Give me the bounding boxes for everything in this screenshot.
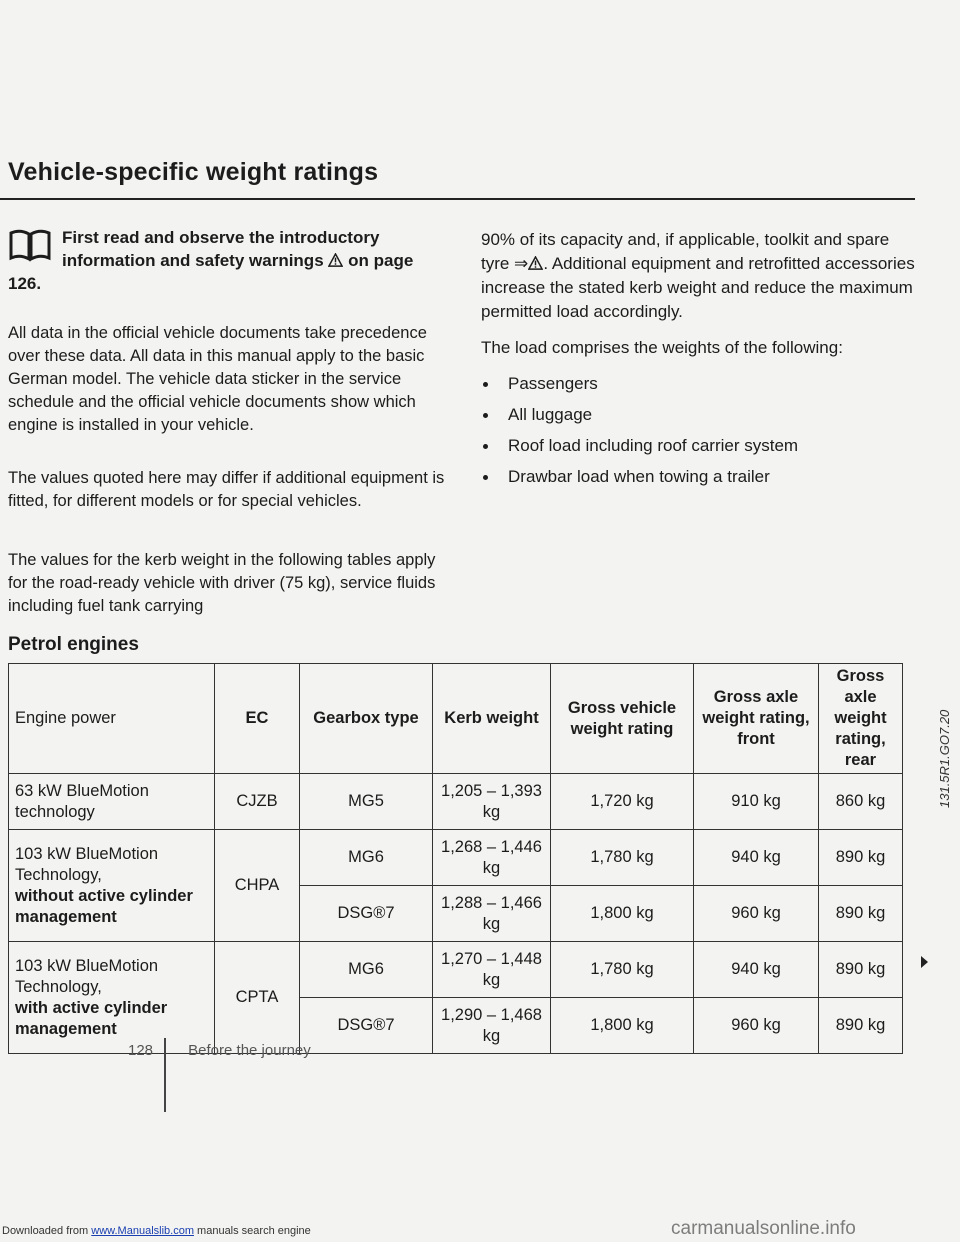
document-code: 131.5R1.GO7.20: [937, 709, 952, 808]
engine-name: 103 kW BlueMotion Technology,: [15, 956, 159, 996]
front-axle-cell: 960 kg: [694, 998, 819, 1054]
download-suffix: manuals search engine: [197, 1225, 311, 1237]
header-gearbox: Gearbox type: [300, 664, 433, 774]
paragraph-precedence: All data in the official vehicle documents take precedence over these data. All data in this manual apply to the basic German model. The vehicle data sticker in the service schedule and the official vehicle documents show which engine is installed in your vehicle.: [8, 324, 427, 434]
rear-axle-cell: 860 kg: [819, 774, 903, 830]
page-number: 128: [128, 1042, 154, 1059]
note-page-link[interactable]: on page 126.: [8, 251, 414, 293]
capacity-text-end: . Additional equipment and retrofitted accessories increase the stated kerb weight and reduce the maximum permitted load accordingly.: [481, 254, 915, 321]
list-item: Roof load including roof carrier system: [481, 434, 916, 458]
gross-cell: 1,800 kg: [551, 998, 694, 1054]
engine-cell: [9, 774, 215, 830]
gearbox-cell: MG5: [300, 774, 433, 830]
header-kerb-weight: Kerb weight: [433, 664, 551, 774]
footer-section-name: Before the journey: [188, 1042, 311, 1059]
page-footer: [128, 1042, 311, 1059]
table-row: [9, 774, 903, 830]
kerb-cell: 1,205 – 1,393 kg: [433, 774, 551, 830]
engine-cell: [9, 942, 215, 1054]
rear-axle-cell: 890 kg: [819, 942, 903, 998]
paragraph-values-differ: The values quoted here may differ if additional equipment is fitted, for different models or for special vehicles.: [8, 469, 445, 510]
section-heading: Petrol engines: [8, 634, 139, 655]
capacity-paragraph: [481, 228, 916, 324]
table-row: [9, 942, 903, 998]
manualslib-link[interactable]: www.Manualslib.com: [91, 1225, 194, 1237]
kerb-cell: 1,288 – 1,466 kg: [433, 886, 551, 942]
gearbox-cell: DSG®7: [300, 998, 433, 1054]
site-watermark: carmanualsonline.info: [671, 1218, 856, 1239]
page-title: Vehicle-specific weight ratings: [8, 158, 379, 186]
footer-divider: [164, 1038, 166, 1112]
book-icon: [8, 228, 52, 264]
engine-cell: [9, 830, 215, 942]
warning-icon: [528, 256, 543, 270]
kerb-cell: 1,290 – 1,468 kg: [433, 998, 551, 1054]
continue-arrow-icon: [921, 956, 928, 968]
front-axle-cell: 940 kg: [694, 942, 819, 998]
rear-axle-cell: 890 kg: [819, 886, 903, 942]
front-axle-cell: 940 kg: [694, 830, 819, 886]
gearbox-cell: MG6: [300, 942, 433, 998]
gross-cell: 1,780 kg: [551, 942, 694, 998]
ec-cell: CJZB: [215, 774, 300, 830]
ec-cell: CHPA: [215, 830, 300, 942]
gross-cell: 1,780 kg: [551, 830, 694, 886]
table-row: [9, 830, 903, 886]
note-text: First read and observe the introductory information and safety warnings: [62, 228, 380, 270]
list-item: All luggage: [481, 403, 916, 427]
rear-axle-cell: 890 kg: [819, 998, 903, 1054]
header-engine-power: Engine power: [9, 664, 215, 774]
kerb-cell: 1,270 – 1,448 kg: [433, 942, 551, 998]
gearbox-cell: DSG®7: [300, 886, 433, 942]
load-list: [481, 372, 916, 489]
list-item: Passengers: [481, 372, 916, 396]
gross-cell: 1,720 kg: [551, 774, 694, 830]
header-axle-rear: Gross axle weight rating, rear: [819, 664, 903, 774]
download-prefix: Downloaded from: [2, 1225, 89, 1237]
header-gross-weight: Gross vehicle weight rating: [551, 664, 694, 774]
download-notice: [2, 1225, 311, 1237]
header-ec: EC: [215, 664, 300, 774]
rear-axle-cell: 890 kg: [819, 830, 903, 886]
warning-icon: [328, 253, 343, 267]
right-column: [481, 228, 916, 496]
intro-note: [8, 226, 448, 295]
front-axle-cell: 910 kg: [694, 774, 819, 830]
engine-name: 63 kW BlueMotion technology: [15, 781, 149, 821]
front-axle-cell: 960 kg: [694, 886, 819, 942]
paragraph-kerb-weight: The values for the kerb weight in the following tables apply for the road-ready vehicle with driver (75 kg), service fluids including fuel tank carrying: [8, 551, 436, 615]
engine-variant: without active cylinder management: [15, 886, 193, 926]
gross-cell: 1,800 kg: [551, 886, 694, 942]
ec-cell: CPTA: [215, 942, 300, 1054]
title-rule: [0, 198, 915, 200]
header-axle-front: Gross axle weight rating, front: [694, 664, 819, 774]
engine-variant: with active cylinder management: [15, 998, 168, 1038]
list-item: Drawbar load when towing a trailer: [481, 465, 916, 489]
engine-name: 103 kW BlueMotion Technology,: [15, 844, 159, 884]
load-intro: The load comprises the weights of the following:: [481, 338, 843, 357]
kerb-cell: 1,268 – 1,446 kg: [433, 830, 551, 886]
table-header-row: [9, 664, 903, 774]
weights-table: [8, 663, 903, 1054]
capacity-text-start: 90% of its capacity and, if applicable, toolkit and spare tyre ⇒: [481, 230, 890, 273]
gearbox-cell: MG6: [300, 830, 433, 886]
